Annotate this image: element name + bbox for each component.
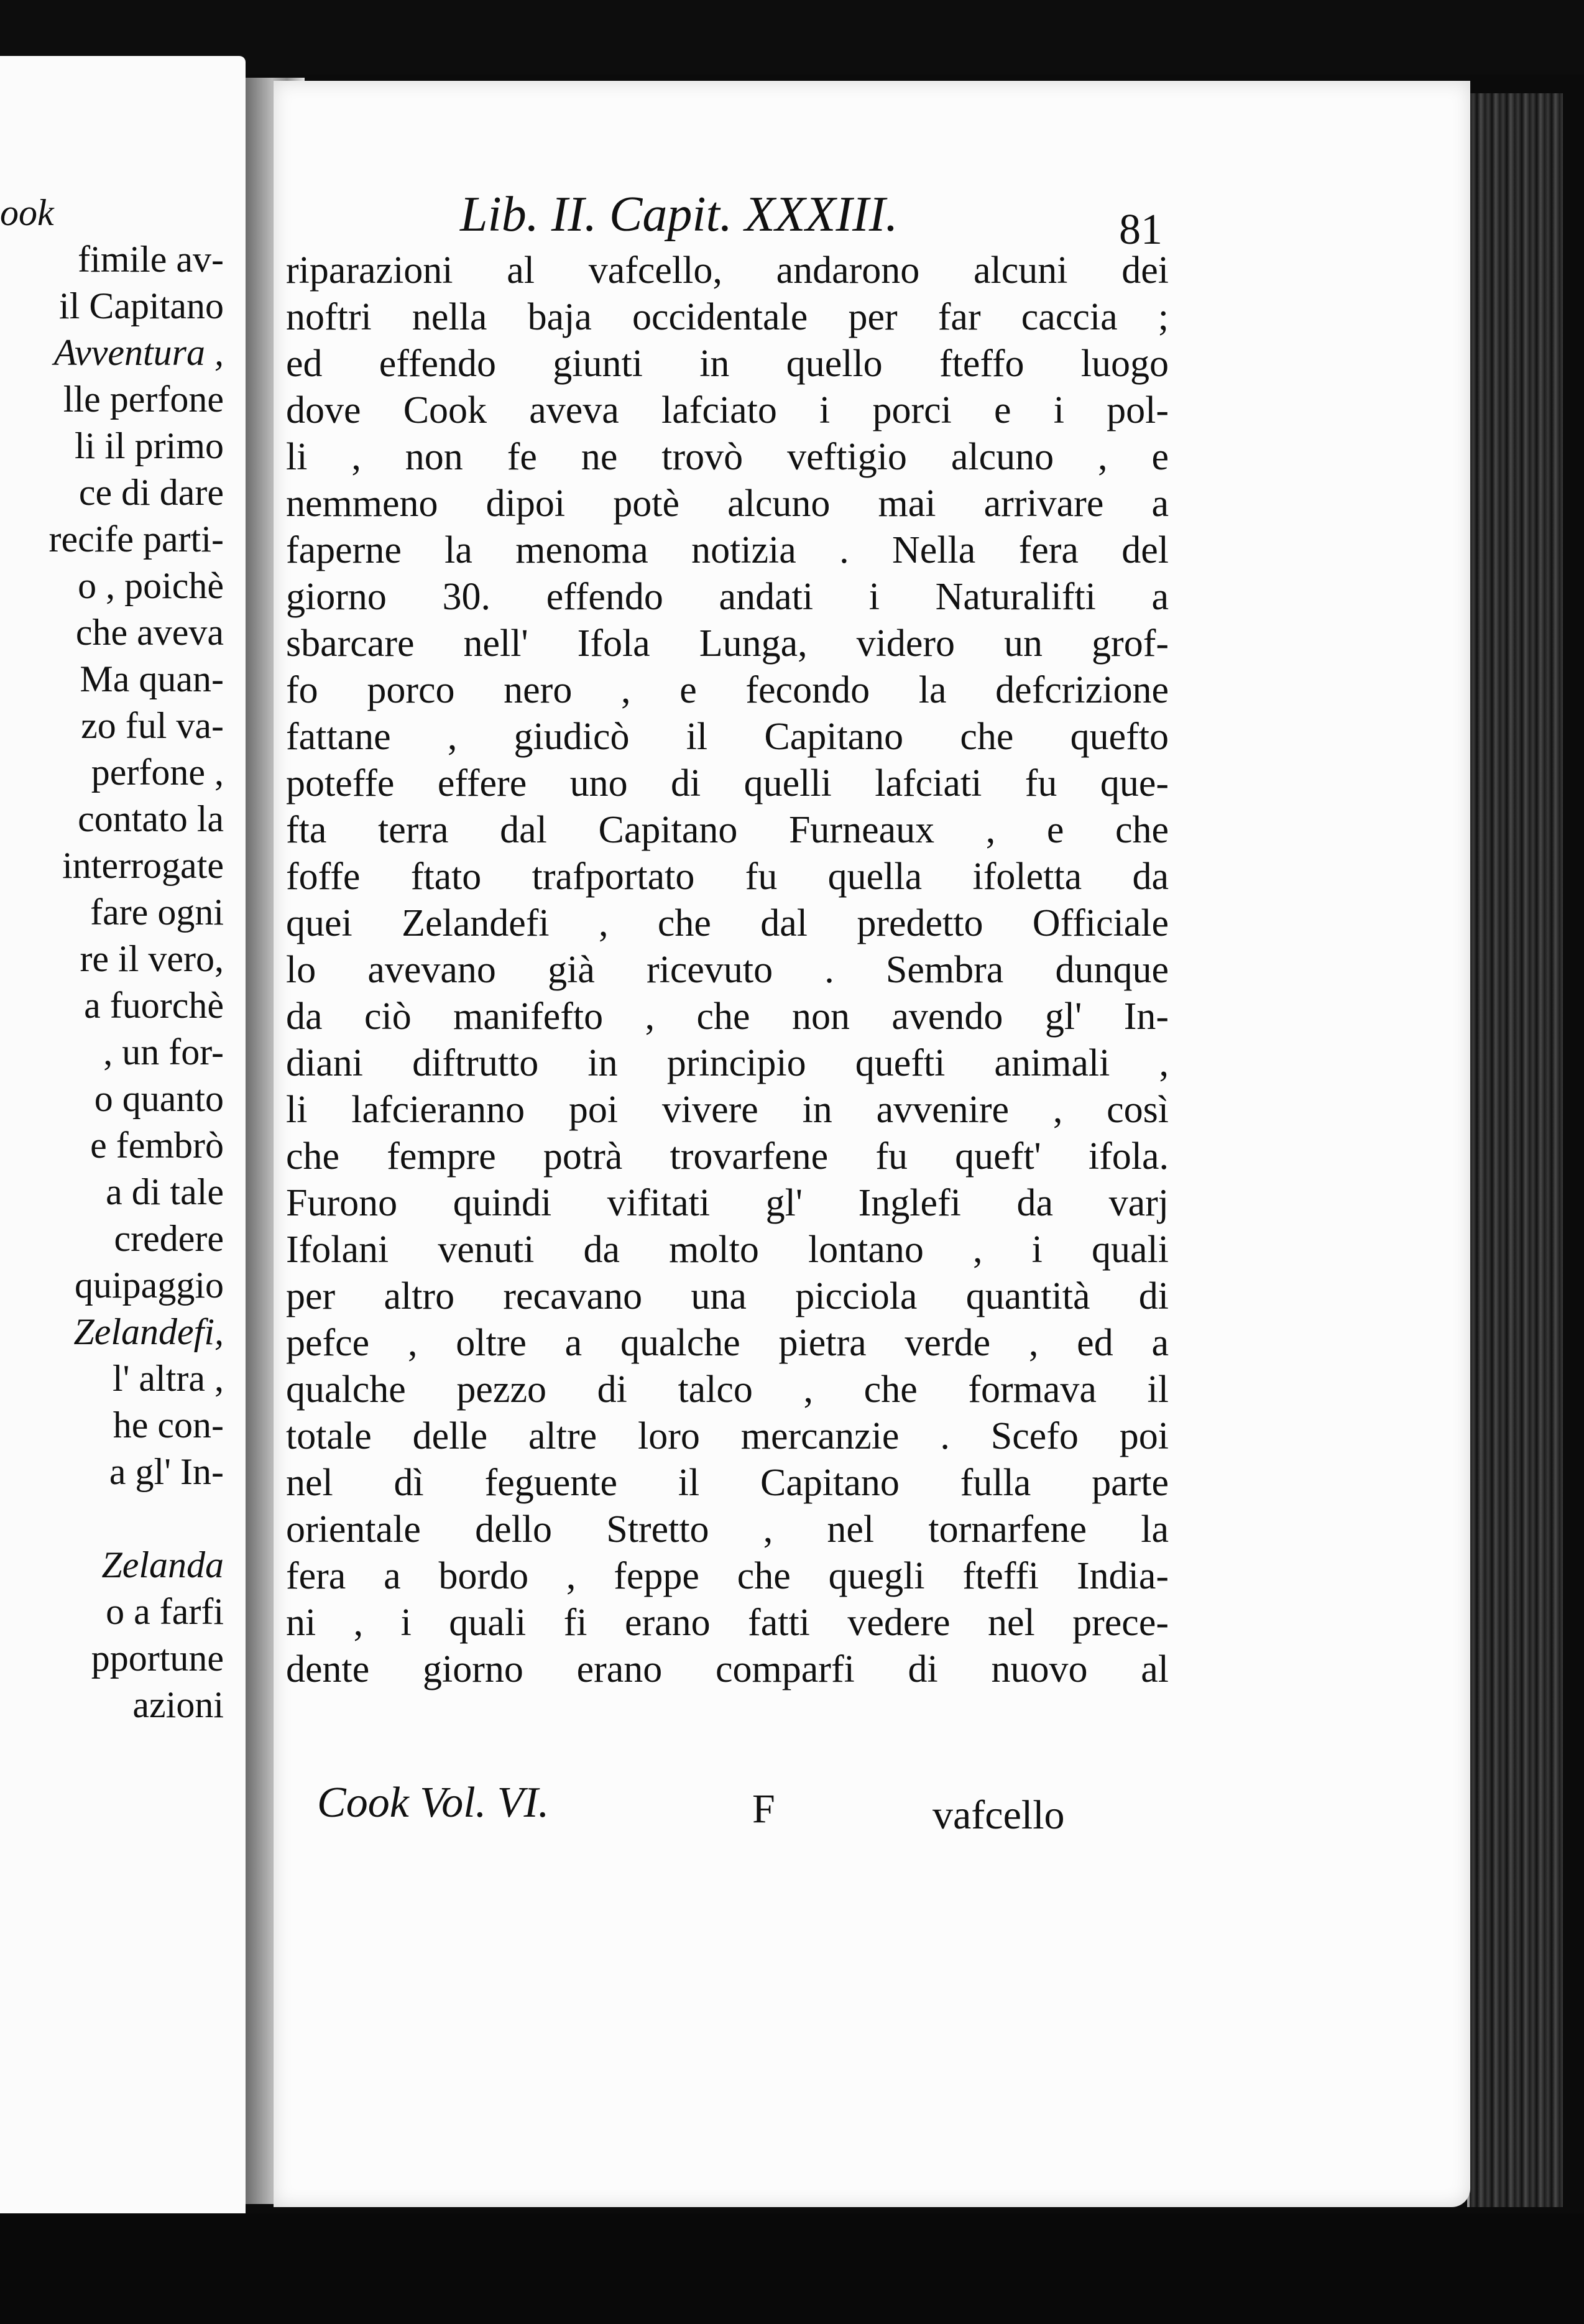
text-line: fo porco nero , e fecondo la defcrizione <box>286 669 1169 711</box>
left-line: perfone , <box>91 752 224 793</box>
volume-note: Cook Vol. VI. <box>317 1779 550 1827</box>
left-line: interrogate <box>62 845 224 886</box>
text-line: fta terra dal Capitano Furneaux , e che <box>286 809 1169 851</box>
left-line: o a farfi <box>106 1591 224 1632</box>
text-line: nemmeno dipoi potè alcuno mai arrivare a <box>286 482 1169 525</box>
left-line: contato la <box>78 798 224 839</box>
text-line: poteffe effere uno di quelli lafciati fu que- <box>286 762 1169 805</box>
text-line: totale delle altre loro mercanzie . Scefo poi <box>286 1415 1169 1457</box>
left-line: fare ogni <box>90 892 224 933</box>
text-line: sbarcare nell' Ifola Lunga, videro un grof- <box>286 622 1169 665</box>
left-line: ce di dare <box>78 472 224 513</box>
left-line: Ma quan- <box>80 658 224 699</box>
left-line: o quanto <box>94 1078 224 1119</box>
left-line: , un for- <box>103 1031 224 1072</box>
left-line: zo ful va- <box>81 705 224 746</box>
text-line: ni , i quali fi erano fatti vedere nel prece- <box>286 1602 1169 1644</box>
left-line: recife parti- <box>48 519 224 560</box>
text-line: giorno 30. effendo andati i Naturalifti a <box>286 576 1169 618</box>
left-running-head: ook <box>0 192 54 233</box>
left-line: pportune <box>91 1638 224 1679</box>
text-line: orientale dello Stretto , nel tornarfene la <box>286 1508 1169 1551</box>
text-line: Furono quindi vifitati gl' Inglefi da varj <box>286 1182 1169 1224</box>
text-line: quei Zelandefi , che dal predetto Officiale <box>286 902 1169 944</box>
text-line: lo avevano già ricevuto . Sembra dunque <box>286 949 1169 991</box>
text-line: per altro recavano una picciola quantità di <box>286 1275 1169 1317</box>
text-line: li , non fe ne trovò veftigio alcuno , e <box>286 436 1169 478</box>
text-line: dente giorno erano comparfi di nuovo al <box>286 1648 1169 1690</box>
left-line: il Capitano <box>59 285 224 326</box>
text-line: fera a bordo , feppe che quegli fteffi India- <box>286 1555 1169 1597</box>
text-line: Ifolani venuti da molto lontano , i quali <box>286 1229 1169 1271</box>
page-number: 81 <box>1119 206 1163 254</box>
text-line: li lafcieranno poi vivere in avvenire , così <box>286 1089 1169 1131</box>
text-line: faperne la menoma notizia . Nella fera del <box>286 529 1169 571</box>
catchword: vafcello <box>932 1792 1065 1838</box>
text-line: nel dì feguente il Capitano fulla parte <box>286 1462 1169 1504</box>
text-line: foffe ftato trafportato fu quella ifoletta da <box>286 855 1169 898</box>
text-line: ed effendo giunti in quello fteffo luogo <box>286 343 1169 385</box>
left-line: Zelanda <box>101 1544 224 1585</box>
text-line: riparazioni al vafcello, andarono alcuni dei <box>286 249 1169 292</box>
text-line: qualche pezzo di talco , che formava il <box>286 1368 1169 1411</box>
left-line: l' altra , <box>112 1358 224 1399</box>
left-line: a gl' In- <box>109 1451 224 1492</box>
left-line: Zelandefi, <box>73 1311 224 1352</box>
left-line: Avventura , <box>53 332 224 373</box>
left-page <box>0 56 246 2213</box>
left-line: azioni <box>132 1684 224 1725</box>
running-head: Lib. II. Capit. XXXIII. <box>460 187 898 242</box>
left-line: he con- <box>113 1404 224 1446</box>
left-line: a di tale <box>106 1171 224 1212</box>
page-edges <box>1467 93 1563 2207</box>
signature-mark: F <box>752 1786 775 1832</box>
left-line: a fuorchè <box>84 985 224 1026</box>
left-line: credere <box>114 1218 224 1259</box>
left-line: che aveva <box>75 612 224 653</box>
left-line: fimile av- <box>78 239 224 280</box>
left-line: re il vero, <box>80 938 224 979</box>
left-line: li il primo <box>75 425 224 466</box>
text-line: pefce , oltre a qualche pietra verde , ed a <box>286 1322 1169 1364</box>
left-line: o , poichè <box>78 565 224 606</box>
left-line: e fembrò <box>90 1125 224 1166</box>
text-line: da ciò manifefto , che non avendo gl' In- <box>286 995 1169 1038</box>
text-line: dove Cook aveva lafciato i porci e i pol- <box>286 389 1169 431</box>
text-line: noftri nella baja occidentale per far caccia ; <box>286 296 1169 338</box>
text-line: fattane , giudicò il Capitano che quefto <box>286 716 1169 758</box>
text-line: diani diftrutto in principio quefti animali , <box>286 1042 1169 1084</box>
text-line: che fempre potrà trovarfene fu queft' ifola. <box>286 1135 1169 1178</box>
left-line: lle perfone <box>63 379 224 420</box>
left-line: quipaggio <box>75 1265 224 1306</box>
background-bottom <box>0 2213 1584 2324</box>
